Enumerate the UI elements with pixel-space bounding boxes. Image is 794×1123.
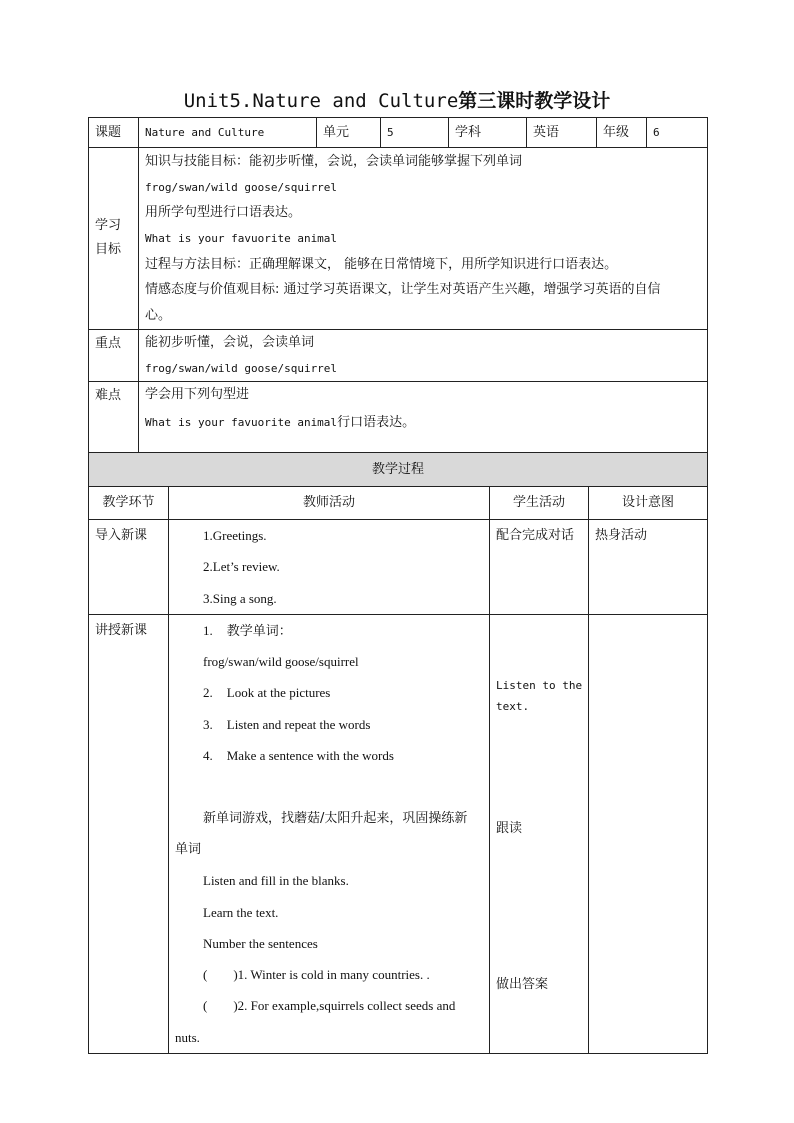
topic-value: Nature and Culture	[139, 118, 317, 148]
step-3-text: Listen and repeat the words	[226, 716, 371, 732]
step-1-number: 1.	[203, 622, 213, 638]
new-lesson-purpose	[589, 614, 708, 1053]
document-title	[0, 86, 794, 113]
student-read-along: 跟读	[496, 820, 523, 836]
objectives-row	[89, 148, 708, 330]
teacher-step-3	[175, 709, 483, 740]
sentence-2	[175, 990, 483, 1021]
step-2-number: 2.	[203, 685, 213, 701]
objective-pattern: 用所学句型进行口语表达。	[145, 205, 302, 221]
learn-text: Learn the text.	[203, 904, 279, 920]
sentence-1	[175, 959, 483, 990]
intro-row	[89, 520, 708, 615]
step-3-number: 3.	[203, 716, 213, 732]
sentence-2-blank: ( )	[203, 998, 238, 1014]
title-chinese: 第三课时教学设计	[458, 90, 611, 112]
key-points-content	[139, 329, 708, 381]
sentence-2-cont: nuts.	[175, 1029, 200, 1045]
listen-fill-blanks: Listen and fill in the blanks.	[203, 873, 349, 889]
subject-label: 学科	[449, 118, 527, 148]
new-lesson-student-activity	[490, 614, 589, 1053]
intro-purpose: 热身活动	[589, 520, 708, 615]
process-column-headers	[89, 487, 708, 520]
objective-attitude-cont: 心。	[145, 308, 172, 324]
teacher-step-4	[175, 740, 483, 771]
col-header-teacher: 教师活动	[169, 487, 490, 520]
difficult-points-suffix: 行口语表达。	[337, 414, 416, 430]
col-header-stage: 教学环节	[89, 487, 169, 520]
process-heading: 教学过程	[89, 453, 708, 487]
objectives-content	[139, 148, 708, 330]
subject-value: 英语	[527, 118, 597, 148]
difficult-points-row	[89, 382, 708, 458]
difficult-points-line2	[145, 408, 701, 434]
objective-attitude: 情感态度与价值观目标: 通过学习英语课文，让学生对英语产生兴趣，增强学习英语的自信	[145, 282, 661, 298]
objectives-label-line2: 目标	[95, 242, 122, 258]
title-english: Unit5.Nature and Culture	[183, 90, 459, 112]
col-header-student: 学生活动	[490, 487, 589, 520]
intro-stage: 导入新课	[89, 520, 169, 615]
spacer	[175, 771, 483, 802]
sentence-2-text: 2. For example,squirrels collect seeds and	[237, 998, 456, 1014]
teaching-process-table	[88, 452, 708, 1054]
objective-sentence: What is your favuorite animal	[145, 232, 338, 246]
grade-value: 6	[647, 118, 708, 148]
key-points-label: 重点	[89, 329, 139, 381]
intro-teacher-activity	[169, 520, 490, 615]
teacher-step-words: frog/swan/wild goose/squirrel	[203, 654, 359, 670]
teacher-step-2	[175, 677, 483, 708]
step-2-text: Look at the pictures	[226, 685, 331, 701]
col-header-purpose: 设计意图	[589, 487, 708, 520]
grade-label: 年级	[597, 118, 647, 148]
lesson-info-table	[88, 117, 708, 458]
key-points-line2: frog/swan/wild goose/squirrel	[145, 361, 338, 375]
process-heading-row	[89, 453, 708, 487]
objective-knowledge: 知识与技能目标：能初步听懂，会说，会读单词能够掌握下列单词	[145, 154, 523, 169]
difficult-points-content	[139, 382, 708, 458]
sentence-1-text: 1. Winter is cold in many countries. .	[237, 967, 430, 983]
step-1-text: 教学单词：	[226, 623, 292, 639]
objective-words: frog/swan/wild goose/squirrel	[145, 180, 338, 194]
sentence-1-blank: ( )	[203, 967, 238, 983]
new-lesson-stage: 讲授新课	[89, 614, 169, 1053]
student-answer: 做出答案	[496, 976, 549, 992]
difficult-points-sentence: What is your favuorite animal	[145, 415, 338, 429]
difficult-points-label: 难点	[89, 382, 139, 458]
new-lesson-row	[89, 614, 708, 1053]
header-row	[89, 118, 708, 148]
teacher-step-1	[175, 615, 483, 646]
intro-student-activity: 配合完成对话	[490, 520, 589, 615]
key-points-row	[89, 329, 708, 381]
step-4-text: Make a sentence with the words	[226, 748, 394, 764]
intro-step-review: 2.Let’s review.	[203, 559, 280, 575]
objective-process: 过程与方法目标：正确理解课文， 能够在日常情境下，用所学知识进行口语表达。	[145, 256, 618, 272]
difficult-points-line1: 学会用下列句型进	[145, 387, 250, 403]
number-sentences: Number the sentences	[203, 935, 318, 951]
student-listen: Listen to the text.	[496, 678, 583, 713]
intro-step-greetings: 1.Greetings.	[203, 528, 267, 543]
objectives-label-line1: 学习	[95, 218, 122, 234]
word-game-line2: 单词	[175, 841, 202, 857]
key-points-line1: 能初步听懂，会说，会读单词	[145, 334, 315, 350]
unit-label: 单元	[317, 118, 381, 148]
word-game-line1: 新单词游戏，找蘑菇/太阳升起来，巩固操练新	[203, 810, 468, 826]
step-4-number: 4.	[203, 748, 213, 764]
unit-value: 5	[381, 118, 449, 148]
objectives-label	[89, 148, 139, 330]
new-lesson-teacher-activity	[169, 614, 490, 1053]
topic-label: 课题	[89, 118, 139, 148]
intro-step-song: 3.Sing a song.	[203, 590, 277, 606]
